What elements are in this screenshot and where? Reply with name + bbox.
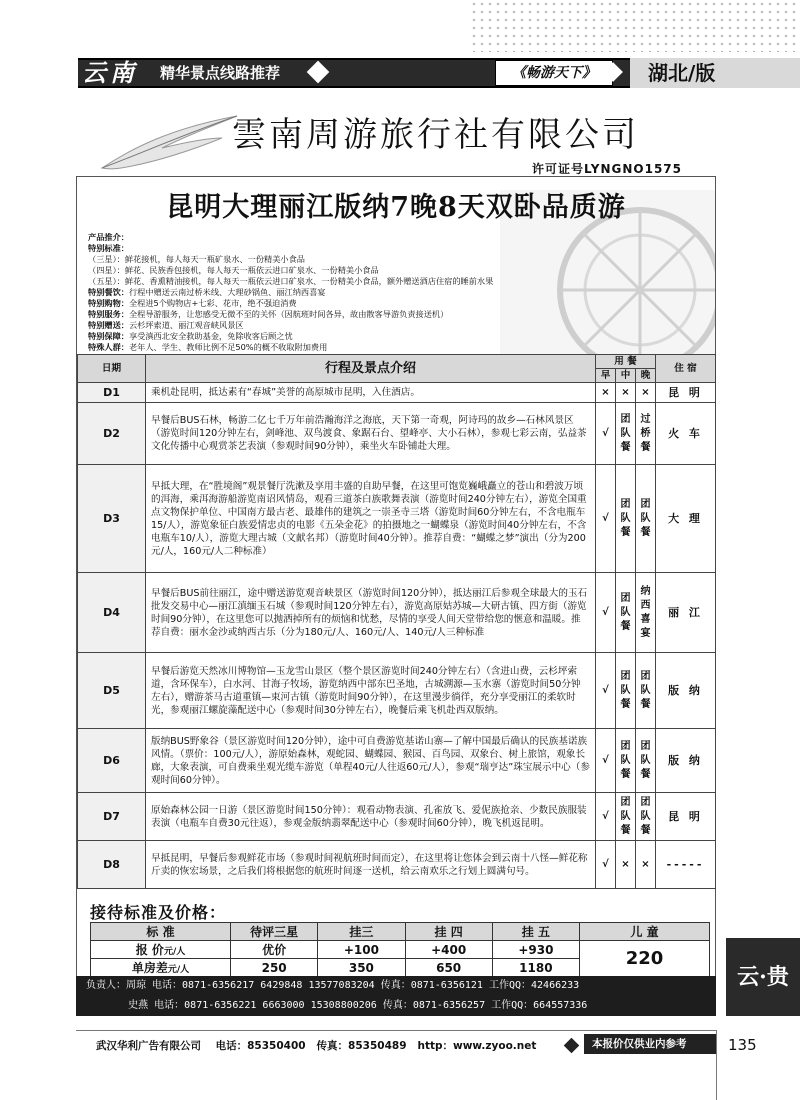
intro-row: 特别保障：享受滇西北安全救助基金，免除收客后顾之忧 bbox=[88, 331, 293, 341]
pricing-table bbox=[90, 922, 710, 977]
lunch-cell: 团队餐 bbox=[616, 729, 636, 793]
price-value: +930 bbox=[492, 941, 579, 959]
intro-row: 特别标准： bbox=[88, 243, 129, 253]
col-stay: 住 宿 bbox=[656, 355, 716, 383]
lunch-cell: 团队餐 bbox=[616, 653, 636, 729]
itinerary-cell: 早抵昆明，早餐后参观鲜花市场（参观时间视航班时间而定），在这里将让您体会到云南十八怪—鲜花称斤卖的恢宏场景，之后我们将根据您的航班时间逐一送机，给云南欢乐之行划上圆满句号。 bbox=[146, 841, 596, 889]
footer-note: 本报价仅供业内参考 bbox=[592, 1038, 687, 1050]
header-route-label: 精华景点线路推荐 bbox=[160, 64, 281, 82]
lunch-cell: 团队餐 bbox=[616, 465, 636, 573]
day-cell: D7 bbox=[78, 793, 146, 841]
page-number: 135 bbox=[728, 1036, 757, 1054]
itinerary-cell: 乘机赴昆明，抵达素有“春城”美誉的高原城市昆明，入住酒店。 bbox=[146, 383, 596, 403]
intro-row: （三星）：鲜花接机，每人每天一瓶矿泉水、一份精美小食品 bbox=[88, 254, 305, 264]
contact-bar bbox=[76, 976, 716, 1016]
day-cell: D6 bbox=[78, 729, 146, 793]
price-value: +400 bbox=[405, 941, 492, 959]
dinner-cell: 团队餐 bbox=[636, 465, 656, 573]
single-label: 单房差元/人 bbox=[91, 959, 231, 977]
header-region-art: 云南 bbox=[82, 58, 138, 87]
pricing-header: 挂三 bbox=[318, 923, 405, 941]
publisher-name: 武汉华利广告有限公司 bbox=[96, 1040, 201, 1052]
table-row bbox=[78, 841, 716, 889]
license-number: 许可证号LYNGNO1575 bbox=[532, 162, 683, 176]
intro-row: （四星）：鲜花、民族香包接机，每人每天一瓶依云进口矿泉水、一份精美小食品 bbox=[88, 265, 379, 275]
pricing-header-row bbox=[91, 923, 710, 941]
product-intro bbox=[88, 232, 648, 353]
dinner-cell: × bbox=[636, 841, 656, 889]
feather-logo-icon bbox=[92, 108, 242, 178]
footer-publisher bbox=[96, 1038, 536, 1053]
breakfast-cell: √ bbox=[596, 403, 616, 465]
publisher-phone: 电话：85350400 bbox=[215, 1040, 306, 1052]
table-row bbox=[78, 793, 716, 841]
region-side-tab: 云·贵 bbox=[726, 938, 800, 1016]
breakfast-cell: √ bbox=[596, 841, 616, 889]
edition-badge bbox=[630, 58, 800, 88]
intro-row: 特别服务：全程导游服务，让您感受无微不至的关怀（因航班时间各异，故由散客导游负责接送机） bbox=[88, 309, 449, 319]
intro-heading: 产品推介： bbox=[88, 232, 129, 242]
publisher-web: http：www.zyoo.net bbox=[417, 1040, 537, 1052]
table-row bbox=[78, 383, 716, 403]
dinner-cell: 过桥餐 bbox=[636, 403, 656, 465]
stay-cell: 昆 明 bbox=[656, 793, 716, 841]
breakfast-cell: √ bbox=[596, 573, 616, 653]
pricing-header: 待评三星 bbox=[231, 923, 318, 941]
col-meals: 用 餐 bbox=[596, 355, 656, 369]
price-row bbox=[91, 941, 710, 959]
stay-cell: ----- bbox=[656, 841, 716, 889]
dinner-cell: 团队餐 bbox=[636, 653, 656, 729]
contact-line: 史燕 电话：0871-6356221 6663000 15308800206 传真：0871-6356257 工作QQ：664557336 bbox=[86, 1000, 588, 1011]
price-value: 优价 bbox=[231, 941, 318, 959]
stay-cell: 大 理 bbox=[656, 465, 716, 573]
pricing-header: 儿 童 bbox=[580, 923, 710, 941]
lunch-cell: 团队餐 bbox=[616, 573, 636, 653]
intro-row: 特别赠送：云杉坪索道、丽江观音峡风景区 bbox=[88, 320, 244, 330]
table-row bbox=[78, 573, 716, 653]
lunch-cell: 团队餐 bbox=[616, 403, 636, 465]
day-cell: D2 bbox=[78, 403, 146, 465]
magazine-badge bbox=[495, 60, 613, 86]
dinner-cell: 团队餐 bbox=[636, 793, 656, 841]
intro-row: 特别餐饮：行程中赠送云南过桥米线、大理砂锅鱼、丽江纳西喜宴 bbox=[88, 287, 326, 297]
day-cell: D3 bbox=[78, 465, 146, 573]
table-row bbox=[78, 729, 716, 793]
breakfast-cell: √ bbox=[596, 793, 616, 841]
contact-line: 负责人：周琼 电话：0871-6356217 6429848 13577083204 传真：0871-6356121 工作QQ：42466233 bbox=[86, 980, 580, 991]
day-cell: D5 bbox=[78, 653, 146, 729]
itinerary-cell: 早餐后BUS前往丽江，途中赠送游览观音峡景区（游览时间120分钟），抵达丽江后参观全球最大的玉石批发交易中心—丽江滇缅玉石城（参观时间120分钟左右），游览高原姑苏城—大研古镇、四方街（游览时间90分钟），在这里您可以抛洒掉所有的烦恼和忧愁，尽情的享受人间天堂带给您的惬意和温暖。推荐自费：丽水金沙或纳西古乐（分为180元/人、160元/人、140元/人三种标准 bbox=[146, 573, 596, 653]
itinerary-cell: 版纳BUS野象谷（景区游览时间120分钟），途中可自费游览基诺山寨—了解中国最后确认的民族基诺族风情。（票价：100元/人），游原始森林，观蛇园、蝴蝶园、猴园、百鸟园、双象台、树上旅馆，观象长廊，大象表演，可自费乘坐观光缆车游览（单程40元/人往返60元/人），参观“瑞亨达”珠宝展示中心（参观时间60分钟）。 bbox=[146, 729, 596, 793]
col-dinner: 晚 bbox=[636, 369, 656, 383]
itinerary-cell: 早餐后BUS石林，畅游二亿七千万年前浩瀚海洋之海底，天下第一奇观，阿诗玛的故乡—石林风景区（游览时间120分钟左右，剑峰池、双鸟渡食、象踞石台、望峰亭、大小石林），参观七彩云南，弘益茶文化传播中心观赏茶艺表演（参观时间90分钟），乘坐火车卧铺赴大理。 bbox=[146, 403, 596, 465]
dinner-cell: 纳西喜宴 bbox=[636, 573, 656, 653]
itinerary-cell: 早餐后游览天然冰川博物馆—玉龙雪山景区（整个景区游览时间240分钟左右）（含进山费，云杉坪索道，含环保车），白水河、甘海子牧场，游览纳西中部东巴圣地，古城溯源—玉水寨（游览时间50分钟左右），赠游茶马古道重镇—束河古镇（游览时间90分钟），在这里漫步徜徉，充分享受丽江的柔软时光，参观丽江螺旋藻配送中心（参观时间30分钟左右），晚餐后乘飞机赴西双版纳。 bbox=[146, 653, 596, 729]
pricing-title: 接待标准及价格： bbox=[90, 903, 227, 922]
table-row bbox=[78, 465, 716, 573]
day-cell: D4 bbox=[78, 573, 146, 653]
lunch-cell: 团队餐 bbox=[616, 793, 636, 841]
single-value: 350 bbox=[318, 959, 405, 977]
breakfast-cell: √ bbox=[596, 653, 616, 729]
col-lunch: 中 bbox=[616, 369, 636, 383]
footer-vertical-rule bbox=[716, 1030, 717, 1100]
stay-cell: 版 纳 bbox=[656, 729, 716, 793]
day-cell: D1 bbox=[78, 383, 146, 403]
child-price: 220 bbox=[580, 941, 710, 977]
day-cell: D8 bbox=[78, 841, 146, 889]
single-value: 650 bbox=[405, 959, 492, 977]
itinerary-table bbox=[77, 354, 716, 889]
magazine-name: 《畅游天下》 bbox=[512, 65, 596, 81]
intro-row: （五星）：鲜花、香熏精油接机，每人每天一瓶依云进口矿泉水、一份精美小食品，额外赠送酒店住宿的睡前水果 bbox=[88, 276, 494, 286]
table-row bbox=[78, 403, 716, 465]
dinner-cell: 团队餐 bbox=[636, 729, 656, 793]
pricing-header: 标 准 bbox=[91, 923, 231, 941]
price-value: +100 bbox=[318, 941, 405, 959]
edition-label: 湖北/版 bbox=[648, 61, 716, 85]
company-name: 雲南周游旅行社有限公司 bbox=[232, 115, 639, 155]
intro-row: 特别购物：全程进5个购物店+七彩、花市，绝不强迫消费 bbox=[88, 298, 297, 308]
stay-cell: 昆 明 bbox=[656, 383, 716, 403]
stay-cell: 火 车 bbox=[656, 403, 716, 465]
breakfast-cell: √ bbox=[596, 465, 616, 573]
itinerary-cell: 原始森林公园一日游（景区游览时间150分钟）：观看动物表演、孔雀放飞、爱伲族抢亲、少数民族服装表演（电瓶车自费30元往返），参观金版纳翡翠配送中心（参观时间60分钟），晚飞机返昆明。 bbox=[146, 793, 596, 841]
pricing-header: 挂 四 bbox=[405, 923, 492, 941]
stay-cell: 版 纳 bbox=[656, 653, 716, 729]
col-itinerary: 行程及景点介绍 bbox=[146, 355, 596, 383]
publisher-fax: 传真：85350489 bbox=[316, 1040, 407, 1052]
diamond-icon bbox=[564, 1038, 580, 1054]
stay-cell: 丽 江 bbox=[656, 573, 716, 653]
route-title: 昆明大理丽江版纳7晚8天双卧品质游 bbox=[166, 192, 626, 223]
single-value: 1180 bbox=[492, 959, 579, 977]
dot-pattern bbox=[470, 0, 800, 52]
lunch-cell: × bbox=[616, 383, 636, 403]
col-day: 日期 bbox=[78, 355, 146, 383]
intro-row: 特殊人群：老年人、学生、教师比例不足50%的概不收取附加费用 bbox=[88, 342, 328, 352]
itinerary-cell: 早抵大理，在“胜境阁”观景餐厅洗漱及享用丰盛的自助早餐，在这里可饱览巍峨矗立的苍山和碧波万顷的洱海，乘洱海游船游览南诏风情岛，观看三道茶白族歌舞表演（游览时间240分钟左右），游览全国重点文物保护单位、中国南方最古老、最雄伟的建筑之一崇圣寺三塔（游览时间60分钟左右，不含电瓶车15/人），游览象征白族爱情忠贞的电影《五朵金花》的拍摄地之一蝴蝶泉（游览时间40分钟左右，不含电瓶车10/人），游览大理古城（文献名邦）（游览时间40分钟）。推荐自费：“蝴蝶之梦”演出（分为200元/人，160元/人二种标准） bbox=[146, 465, 596, 573]
footer-divider bbox=[76, 1030, 716, 1031]
price-label: 报 价元/人 bbox=[91, 941, 231, 959]
breakfast-cell: × bbox=[596, 383, 616, 403]
breakfast-cell: √ bbox=[596, 729, 616, 793]
lunch-cell: × bbox=[616, 841, 636, 889]
table-row bbox=[78, 653, 716, 729]
pricing-header: 挂 五 bbox=[492, 923, 579, 941]
single-value: 250 bbox=[231, 959, 318, 977]
col-breakfast: 早 bbox=[596, 369, 616, 383]
dinner-cell: × bbox=[636, 383, 656, 403]
